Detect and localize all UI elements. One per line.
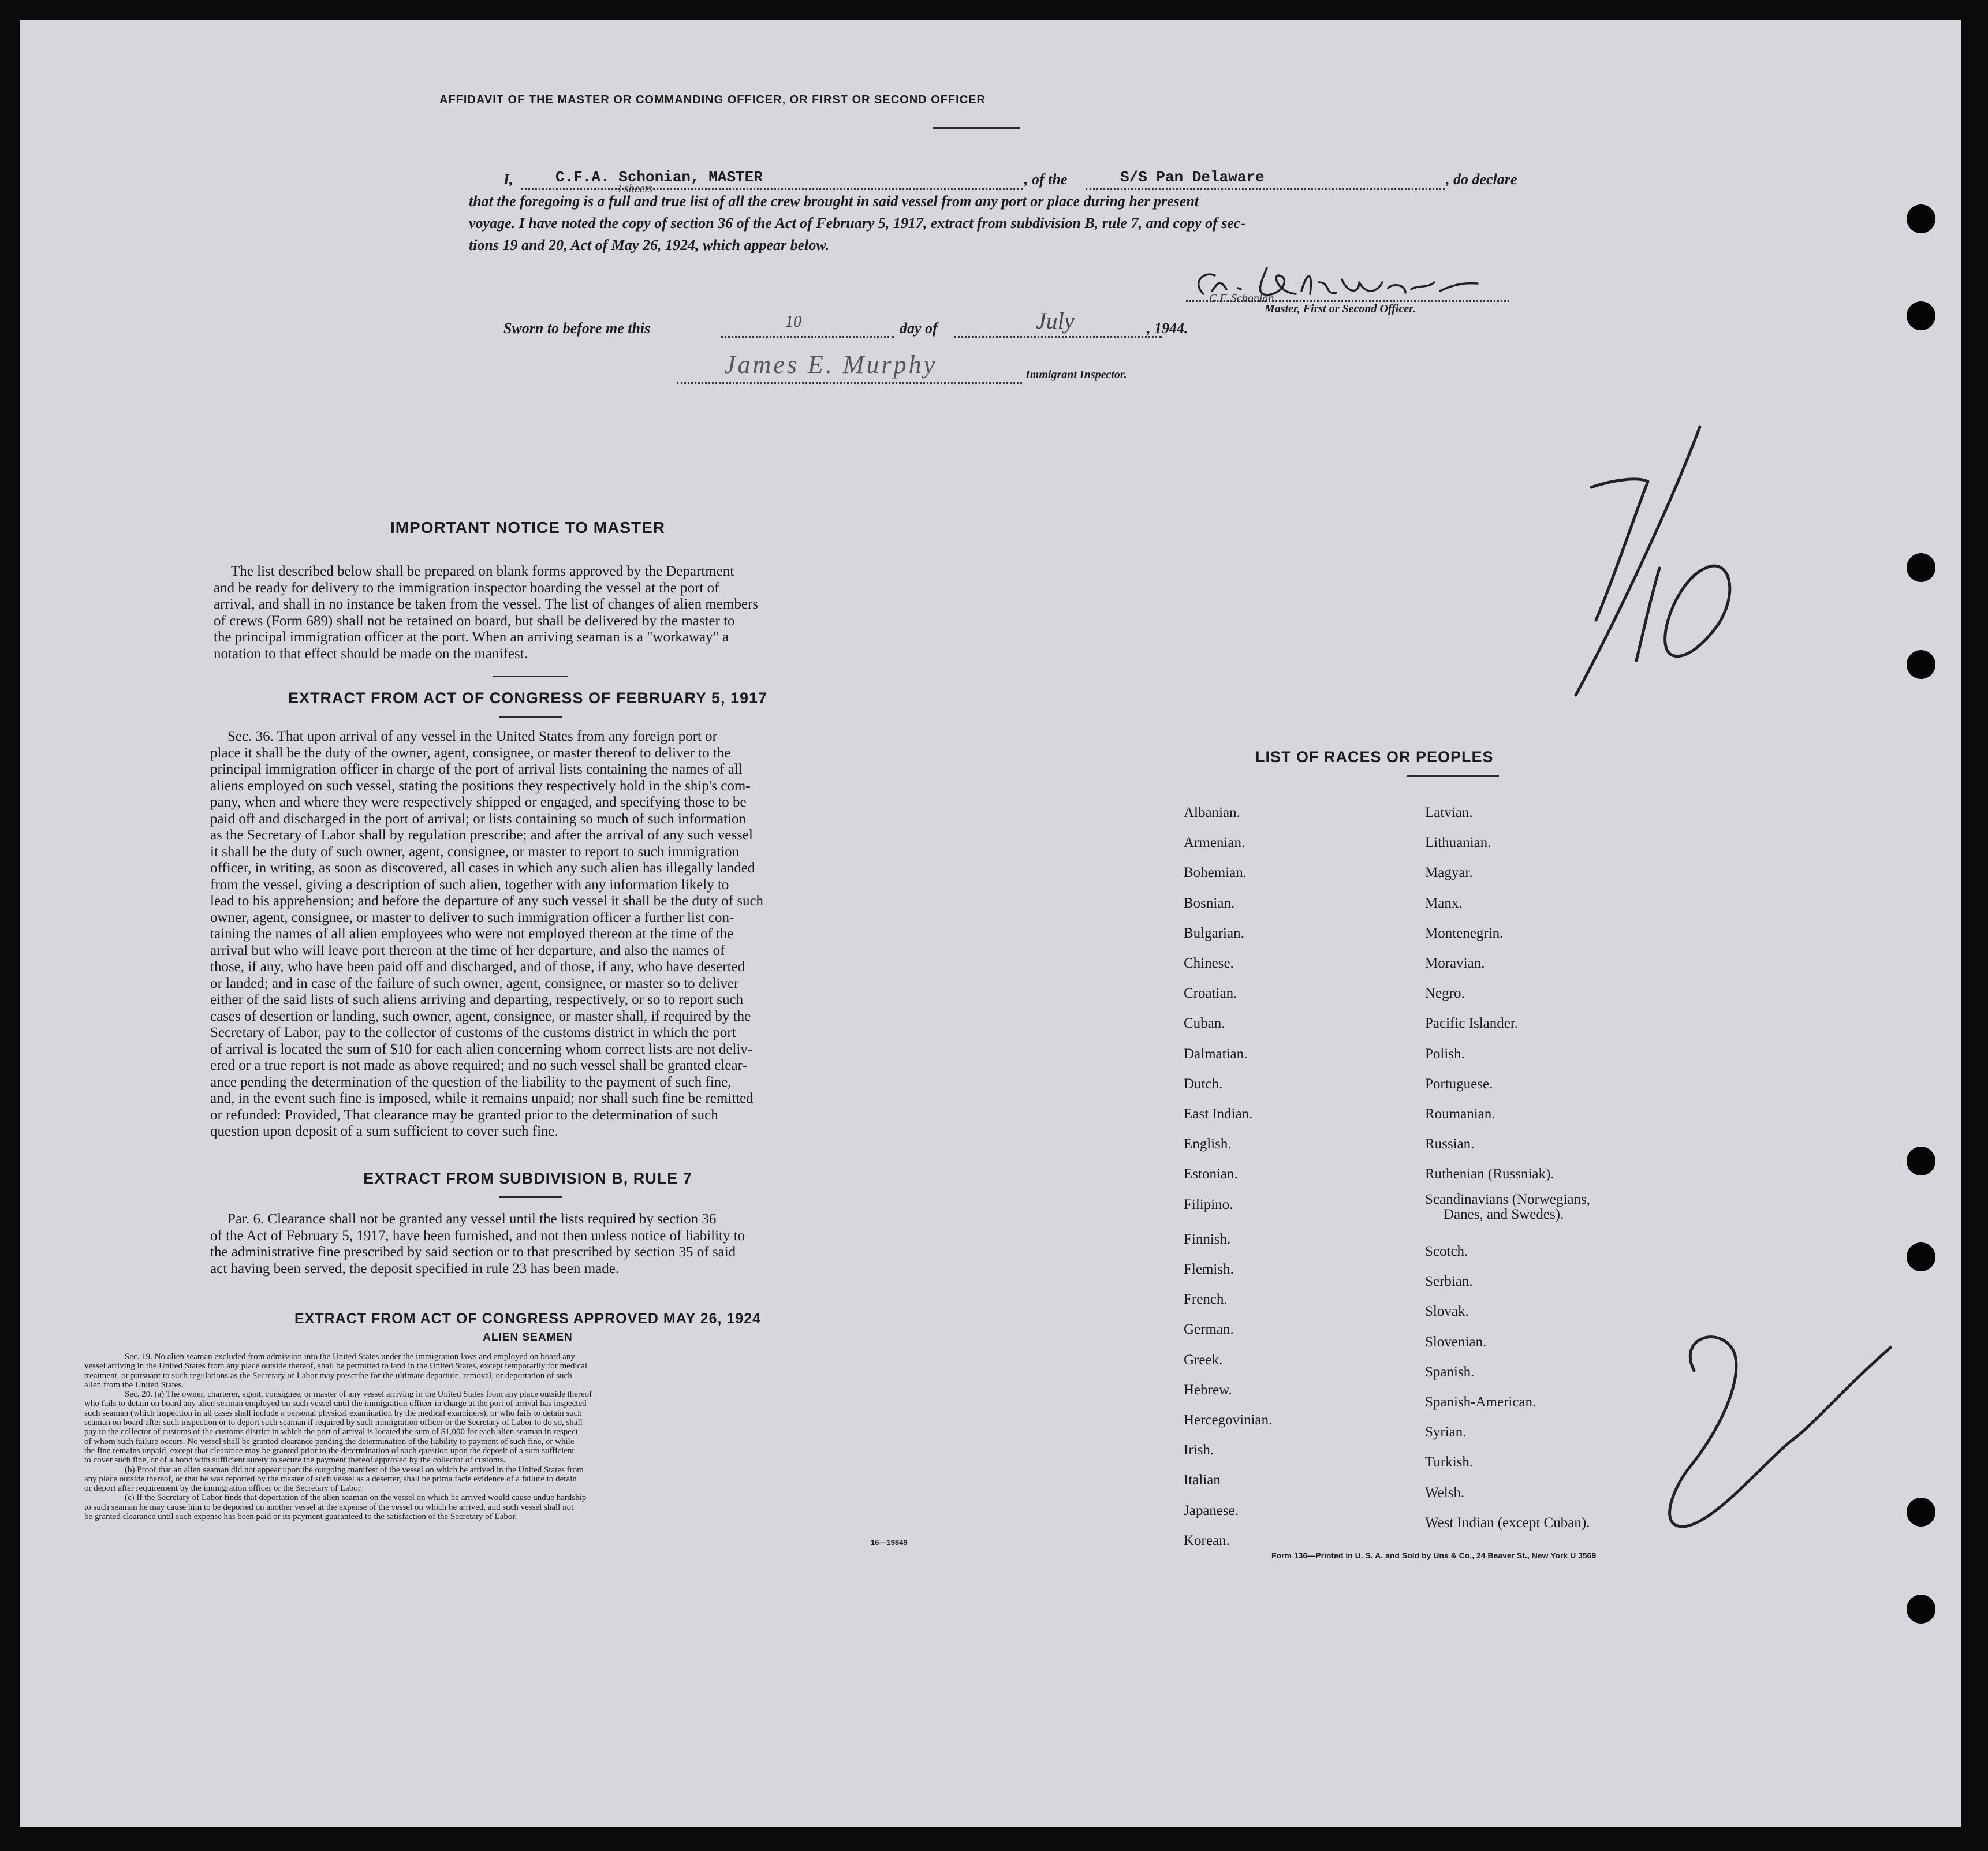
vessel-name-value: S/S Pan Delaware: [1120, 169, 1265, 186]
race-item: Scandinavians (Norwegians,: [1425, 1192, 1591, 1207]
rule-7-line: of the Act of February 5, 1917, have been furnished, and not then unless notice of liability to: [210, 1227, 745, 1244]
print-code: 16—19849: [871, 1538, 908, 1547]
race-item: Moravian.: [1425, 956, 1485, 971]
master-signature-text: C.F. Schonian: [1209, 292, 1274, 305]
race-item: Dutch.: [1184, 1076, 1223, 1092]
race-item: Welsh.: [1425, 1484, 1465, 1501]
act-1917-line: arrival but who will leave port thereon at the time of her departure, and also the names of: [210, 942, 725, 958]
race-item: East Indian.: [1184, 1106, 1253, 1122]
act-1917-body: [210, 729, 848, 1140]
title-divider: [933, 127, 1020, 129]
sworn-day-value: 10: [785, 313, 801, 331]
act-1917-line: owner, agent, consignee, or master to deliver to such immigration officer a further list con-: [210, 909, 734, 926]
act-1917-line: ance pending the determination of the question of the liability to the payment of such fine,: [210, 1074, 732, 1090]
race-item: Chinese.: [1184, 956, 1234, 971]
race-item: Polish.: [1425, 1046, 1465, 1062]
notice-line: notation to that effect should be made on the manifest.: [214, 645, 528, 662]
races-heading: LIST OF RACES OR PEOPLES: [1255, 748, 1494, 766]
punch-hole: [1907, 1147, 1935, 1175]
rule-7-line: Par. 6. Clearance shall not be granted any vessel until the lists required by section 36: [227, 1211, 717, 1227]
race-item: Scotch.: [1425, 1244, 1468, 1259]
race-item: Bulgarian.: [1184, 925, 1244, 941]
act-1924-line: (c) If the Secretary of Labor finds that deportation of the alien seaman on the vessel on which he arrived would cause undue hardship: [125, 1493, 587, 1503]
act-1924-body: [84, 1352, 939, 1521]
affidavit-line2-b: is a full and true list of all the crew brought in said vessel from any port or place during her present: [583, 193, 1199, 210]
race-item: Croatian.: [1184, 986, 1237, 1002]
affidavit-line4: tions 19 and 20, Act of May 26, 1924, which appear below.: [469, 237, 830, 253]
act-1917-line: of arrival is located the sum of $10 for each alien concerning whom correct lists are not deliv-: [210, 1041, 753, 1057]
sworn-label: Sworn to before me this: [503, 320, 651, 337]
race-item: English.: [1184, 1136, 1232, 1152]
act-1924-line: such seaman (which inspection in all cases shall include a personal physical examination by the medical examiners), or who fails to detain such: [84, 1408, 582, 1418]
act-1924-heading: EXTRACT FROM ACT OF CONGRESS APPROVED MAY 26, 1924: [294, 1311, 762, 1327]
race-item: French.: [1184, 1292, 1228, 1308]
rule-7-line: act having been served, the deposit specified in rule 23 has been made.: [210, 1260, 620, 1277]
race-item: Finnish.: [1184, 1231, 1231, 1247]
race-item: Bosnian.: [1184, 895, 1235, 911]
punch-hole: [1907, 1595, 1935, 1624]
act-1917-line: Sec. 36. That upon arrival of any vessel in the United States from any foreign port or: [227, 729, 717, 744]
day-of-label: day of: [900, 320, 938, 337]
affidavit-line3: voyage. I have noted the copy of section 36 of the Act of February 5, 1917, extract from subdivision B, rule 7, and copy of sec-: [469, 215, 1246, 232]
race-item: Turkish.: [1425, 1454, 1474, 1471]
rule-7-body: [210, 1211, 848, 1277]
act-1917-line: pany, when and where they were respectively shipped or engaged, and specifying those to be: [210, 794, 747, 810]
rule-7-heading: EXTRACT FROM SUBDIVISION B, RULE 7: [363, 1170, 692, 1187]
race-item: Slovak.: [1425, 1304, 1469, 1320]
act-1924-line: seaman on board after such inspection or to deport such seaman if required by such immigration officer or the Secretary of Labor to do so, shall: [84, 1418, 583, 1428]
act-1917-line: those, if any, who have been paid off and discharged, and of those, if any, who have deserted: [210, 959, 745, 975]
affidavit-line2-a: that the foregoing: [469, 193, 580, 210]
race-item: Pacific Islander.: [1425, 1016, 1519, 1032]
race-item: Negro.: [1425, 986, 1465, 1002]
act-1917-line: or refunded: Provided, That clearance may be granted prior to the determination of such: [210, 1107, 718, 1123]
rule-7-divider: [499, 1196, 562, 1198]
act-1924-line: (b) Proof that an alien seaman did not appear upon the outgoing manifest of the vessel on which he arrived in the United States from: [125, 1465, 584, 1475]
notice-line: arrival, and shall in no instance be taken from the vessel. The list of changes of alien members: [214, 596, 758, 612]
act-1924-line: Sec. 19. No alien seaman excluded from admission into the United States under the immigration laws and employed on board any: [125, 1352, 575, 1361]
race-item: Spanish-American.: [1425, 1394, 1536, 1410]
race-item: Lithuanian.: [1425, 835, 1491, 851]
act-1917-line: paid off and discharged in the port of arrival; or lists containing so much of such information: [210, 811, 747, 827]
punch-hole: [1907, 301, 1935, 330]
race-item: Flemish.: [1184, 1262, 1234, 1277]
act-1917-line: principal immigration officer in charge of the port of arrival lists containing the names of all: [210, 762, 743, 777]
act-1917-line: taining the names of all alien employees who were not employed thereon at the time of the: [210, 926, 734, 942]
act-1917-line: aliens employed on such vessel, stating the positions they respectively hold in the ship's com-: [210, 778, 751, 794]
notice-body: [214, 563, 849, 662]
inspector-signature: James E. Murphy: [724, 350, 938, 379]
name-blank: [521, 188, 1023, 190]
race-item: Filipino.: [1184, 1196, 1233, 1212]
act-1917-line: lead to his apprehension; and before the departure of any such vessel it shall be the duty of such: [210, 893, 764, 909]
race-item: Greek.: [1184, 1352, 1223, 1368]
act-1917-line: or landed; and in case of the failure of such owner, agent, consignee, or master so to deliver: [210, 975, 739, 991]
notice-line: The list described below shall be prepared on blank forms approved by the Department: [231, 563, 734, 579]
affidavit-line2: [469, 193, 1199, 210]
race-item: Korean.: [1184, 1532, 1230, 1548]
race-item: Slovenian.: [1425, 1334, 1487, 1350]
act-1917-line: cases of desertion or landing, such owner, agent, consignee, or master shall, if required by the: [210, 1008, 751, 1024]
act-1924-line: alien from the United States.: [84, 1380, 184, 1390]
race-item: Syrian.: [1425, 1424, 1467, 1441]
notice-line: of crews (Form 689) shall not be retained on board, but shall be delivered by the master to: [214, 613, 735, 629]
affidavit-line1-prefix: I,: [503, 171, 513, 188]
race-item: West Indian (except Cuban).: [1425, 1514, 1590, 1531]
act-1924-line: to such seaman he may cause him to be deported on another vessel at the expense of the vessel on which he arrived, and such vessel shall not: [84, 1502, 574, 1512]
act-1917-line: from the vessel, giving a description of such alien, together with any information likely to: [210, 876, 729, 893]
handwritten-sheets-insert: 3 sheets: [616, 182, 652, 195]
race-item: Ruthenian (Russniak).: [1425, 1166, 1554, 1182]
race-item: Spanish.: [1425, 1364, 1475, 1380]
punch-hole: [1907, 1498, 1935, 1527]
act-1924-line: who fails to detain on board any alien seaman employed on such vessel until the immigration officer in charge at the port of arrival has inspected: [84, 1399, 587, 1409]
rule-7-line: the administrative fine prescribed by said section or to that prescribed by section 35 of said: [210, 1244, 736, 1260]
document-sheet: [20, 20, 1961, 1827]
race-item: Magyar.: [1425, 865, 1473, 881]
notice-line: the principal immigration officer at the port. When an arriving seaman is a "workaway" a: [214, 629, 729, 645]
races-divider: [1407, 775, 1499, 777]
race-item: Irish.: [1184, 1442, 1214, 1458]
inspector-blank: [677, 382, 1022, 384]
race-item: Danes, and Swedes).: [1444, 1207, 1564, 1222]
race-item: Serbian.: [1425, 1274, 1473, 1290]
race-item: Montenegrin.: [1425, 925, 1504, 941]
race-item: Italian: [1184, 1472, 1221, 1488]
affidavit-title: AFFIDAVIT OF THE MASTER OR COMMANDING OFFICER, OR FIRST OR SECOND OFFICER: [439, 94, 986, 106]
form-footer: Form 136—Printed in U. S. A. and Sold by Uns & Co., 24 Beaver St., New York U 3569: [1271, 1551, 1597, 1560]
act-1917-line: it shall be the duty of such owner, agent, consignee, or master to report to such immigration: [210, 844, 740, 860]
race-item: Hercegovinian.: [1184, 1412, 1273, 1428]
race-item: Cuban.: [1184, 1016, 1225, 1032]
sworn-day-blank: [721, 336, 894, 338]
act-1924-line: be granted clearance until such expense has been paid or its payment guaranteed to the satisfaction of the Secretary of Labor.: [84, 1512, 517, 1522]
act-1917-line: Secretary of Labor, pay to the collector of customs of the customs district in which the port: [210, 1025, 736, 1040]
act-1917-line: either of the said lists of such aliens arriving and departing, respectively, or so to report such: [210, 992, 744, 1007]
act-1924-line: pay to the collector of customs of the customs district in which the port of arrival is located the sum of $1,000 for each alien seaman in respect: [84, 1427, 578, 1437]
act-1917-divider: [499, 716, 562, 718]
act-1917-heading: EXTRACT FROM ACT OF CONGRESS OF FEBRUARY 5, 1917: [288, 689, 768, 707]
race-item: Dalmatian.: [1184, 1046, 1248, 1062]
race-item: German.: [1184, 1322, 1234, 1338]
act-1924-line: or deport after requirement by the immigration officer or the Secretary of Labor.: [84, 1484, 363, 1494]
act-1917-line: officer, in writing, as soon as discovered, all cases in which any such alien has illegally landed: [210, 860, 755, 876]
act-1917-line: question upon deposit of a sum sufficient to cover such fine.: [210, 1124, 558, 1139]
race-item: Portuguese.: [1425, 1076, 1493, 1092]
act-1924-subheading: ALIEN SEAMEN: [483, 1331, 573, 1344]
act-1917-line: as the Secretary of Labor shall by regulation prescribe; and after the arrival of any such vessel: [210, 827, 753, 843]
act-1924-line: of whom such failure occurs. No vessel shall be granted clearance pending the determination of the liability to payment of such fine, or while: [84, 1436, 575, 1446]
act-1917-line: ered or a true report is not made as above required; and no such vessel shall be granted clear-: [210, 1058, 747, 1073]
master-name-value: C.F.A. Schonian, MASTER: [555, 169, 763, 186]
act-1924-line: treatment, or pursuant to such regulations as the Secretary of Labor may prescribe for the ultimate departure, removal, or deportation of such: [84, 1371, 572, 1380]
handwritten-number-2: [1659, 1319, 1902, 1538]
race-item: Estonian.: [1184, 1166, 1238, 1182]
act-1917-line: place it shall be the duty of the owner, agent, consignee, or master thereof to deliver to the: [210, 745, 731, 761]
signature-caption: Master, First or Second Officer.: [1265, 303, 1416, 315]
signature-blank: [1186, 300, 1509, 302]
race-item: Japanese.: [1184, 1502, 1239, 1518]
race-item: Russian.: [1425, 1136, 1475, 1152]
handwritten-fraction-7-10: [1463, 418, 1763, 707]
notice-heading: IMPORTANT NOTICE TO MASTER: [390, 518, 666, 536]
sworn-year: , 1944.: [1147, 320, 1188, 337]
race-item: Roumanian.: [1425, 1106, 1495, 1122]
race-item: Albanian.: [1184, 805, 1240, 820]
affidavit-line1-suffix: , do declare: [1446, 171, 1517, 188]
race-item: Bohemian.: [1184, 865, 1247, 881]
punch-hole: [1907, 1242, 1935, 1271]
sworn-month-blank: [954, 336, 1162, 338]
punch-hole: [1907, 553, 1935, 582]
act-1924-line: vessel arriving in the United States from any place outside thereof, shall be permitted to land in the United States, except temporarily for medical: [84, 1361, 587, 1371]
race-item: Hebrew.: [1184, 1382, 1232, 1398]
affidavit-line1-mid: , of the: [1024, 171, 1068, 188]
act-1924-line: to cover such fine, or of a bond with sufficient surety to secure the payment thereof approved by the collector of customs.: [84, 1456, 506, 1465]
inspector-caption: Immigrant Inspector.: [1025, 368, 1127, 381]
act-1917-line: and, in the event such fine is imposed, while it remains unpaid; nor shall such fine be remitted: [210, 1091, 754, 1106]
punch-hole: [1907, 650, 1935, 679]
race-item: Manx.: [1425, 895, 1463, 911]
act-1924-line: Sec. 20. (a) The owner, charterer, agent, consignee, or master of any vessel arriving in the United States from any place outside thereof: [125, 1390, 592, 1400]
punch-hole: [1907, 204, 1935, 233]
act-1924-line: any place outside thereof, or that he was reported by the master of such vessel as a deserter, shall be prima facie evidence of a failure to detain: [84, 1474, 577, 1484]
notice-line: and be ready for delivery to the immigration inspector boarding the vessel at the port of: [214, 580, 719, 596]
act-1924-line: the fine remains unpaid, except that clearance may be granted prior to the determination of such question upon the deposit of a sum sufficient: [84, 1446, 575, 1456]
sworn-month-value: July: [1036, 308, 1075, 334]
notice-divider: [493, 676, 568, 677]
race-item: Armenian.: [1184, 835, 1245, 851]
race-item: Latvian.: [1425, 805, 1473, 820]
vessel-blank: [1086, 188, 1445, 190]
